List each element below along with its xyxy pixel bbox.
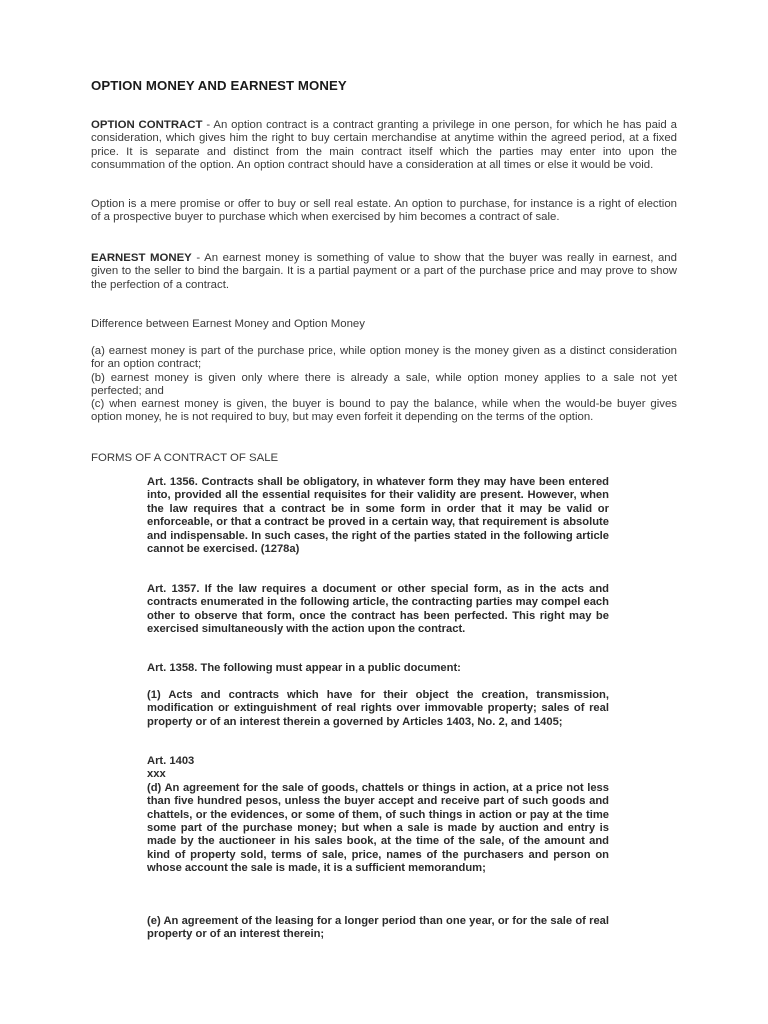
difference-item-a: (a) earnest money is part of the purchase price, while option money is the money given as a distinct consideration for an option contract; [91,345,677,371]
differences-list [91,345,677,425]
option-contract-paragraph [91,119,677,172]
article-1403-item-d: (d) An agreement for the sale of goods, chattels or things in action, at a price not less than five hundred pesos, unless the buyer accept and receive part of such goods and chattels, or the evidences, or some of them, of such things in action or pay at the time some part of the purchase money; but when a sale is made by auction and entry is made by the auctioneer in his sales book, at the time of the sale, of the amount and kind of property sold, terms of sale, price, names of the purchasers and person on whose account the sale is made, it is a sufficient memorandum; [147,781,609,875]
option-contract-term: OPTION CONTRACT [91,119,203,131]
page-title: OPTION MONEY AND EARNEST MONEY [91,78,347,93]
option-definition-paragraph: Option is a mere promise or offer to buy or sell real estate. An option to purchase, for instance is a right of election of a prospective buyer to purchase which when exercised by him becomes a contract of sale. [91,198,677,224]
earnest-money-text: - An earnest money is something of value to show that the buyer was really in earnest, and given to the seller to bind the bargain. It is a partial payment or a part of the purchase price and may prove to show the perfection of a contract. [91,252,677,291]
article-1403 [147,755,609,876]
earnest-money-term: EARNEST MONEY [91,252,192,264]
earnest-money-paragraph [91,252,677,292]
article-1358-item-1: (1) Acts and contracts which have for their object the creation, transmission, modification or extinguishment of real rights over immovable property; sales of real property or of an interest therein a governed by Articles 1403, No. 2, and 1405; [147,689,609,728]
difference-heading: Difference between Earnest Money and Option Money [91,318,365,330]
article-1358: Art. 1358. The following must appear in a public document: [147,662,461,674]
article-1357: Art. 1357. If the law requires a document or other special form, as in the acts and contracts enumerated in the following article, the contracting parties may compel each other to observe that form, once the contract has been perfected. This right may be exercised simultaneously with the action upon the contract. [147,583,609,636]
forms-heading: FORMS OF A CONTRACT OF SALE [91,452,279,464]
difference-item-b: (b) earnest money is given only where there is already a sale, while option money applies to a sale not yet perfected; and [91,371,677,397]
difference-item-c: (c) when earnest money is given, the buyer is bound to pay the balance, while when the would-be buyer gives option money, he is not required to buy, but may even forfeit it depending on the terms of the option. [91,398,677,424]
article-1403-item-e: (e) An agreement of the leasing for a longer period than one year, or for the sale of real property or of an interest therein; [147,915,609,941]
article-1403-heading: Art. 1403 [147,755,195,767]
article-1356: Art. 1356. Contracts shall be obligatory, in whatever form they may have been entered into, provided all the essential requisites for their validity are present. However, when the law requires that a contract be in some form in order that it may be valid or enforceable, or that a contract be proved in a certain way, that requirement is absolute and indispensable. In such cases, the right of the parties stated in the following article cannot be exercised. (1278a) [147,476,609,556]
article-1403-ellipsis: xxx [147,768,166,781]
option-contract-text: - An option contract is a contract granting a privilege in one person, for which he has paid a consideration, which gives him the right to buy certain merchandise at anytime within the agreed period, at a fixed price. It is separate and distinct from the main contract itself which the parties may enter into upon the consummation of the option. An option contract should have a consideration at all times or else it would be void. [91,119,677,171]
